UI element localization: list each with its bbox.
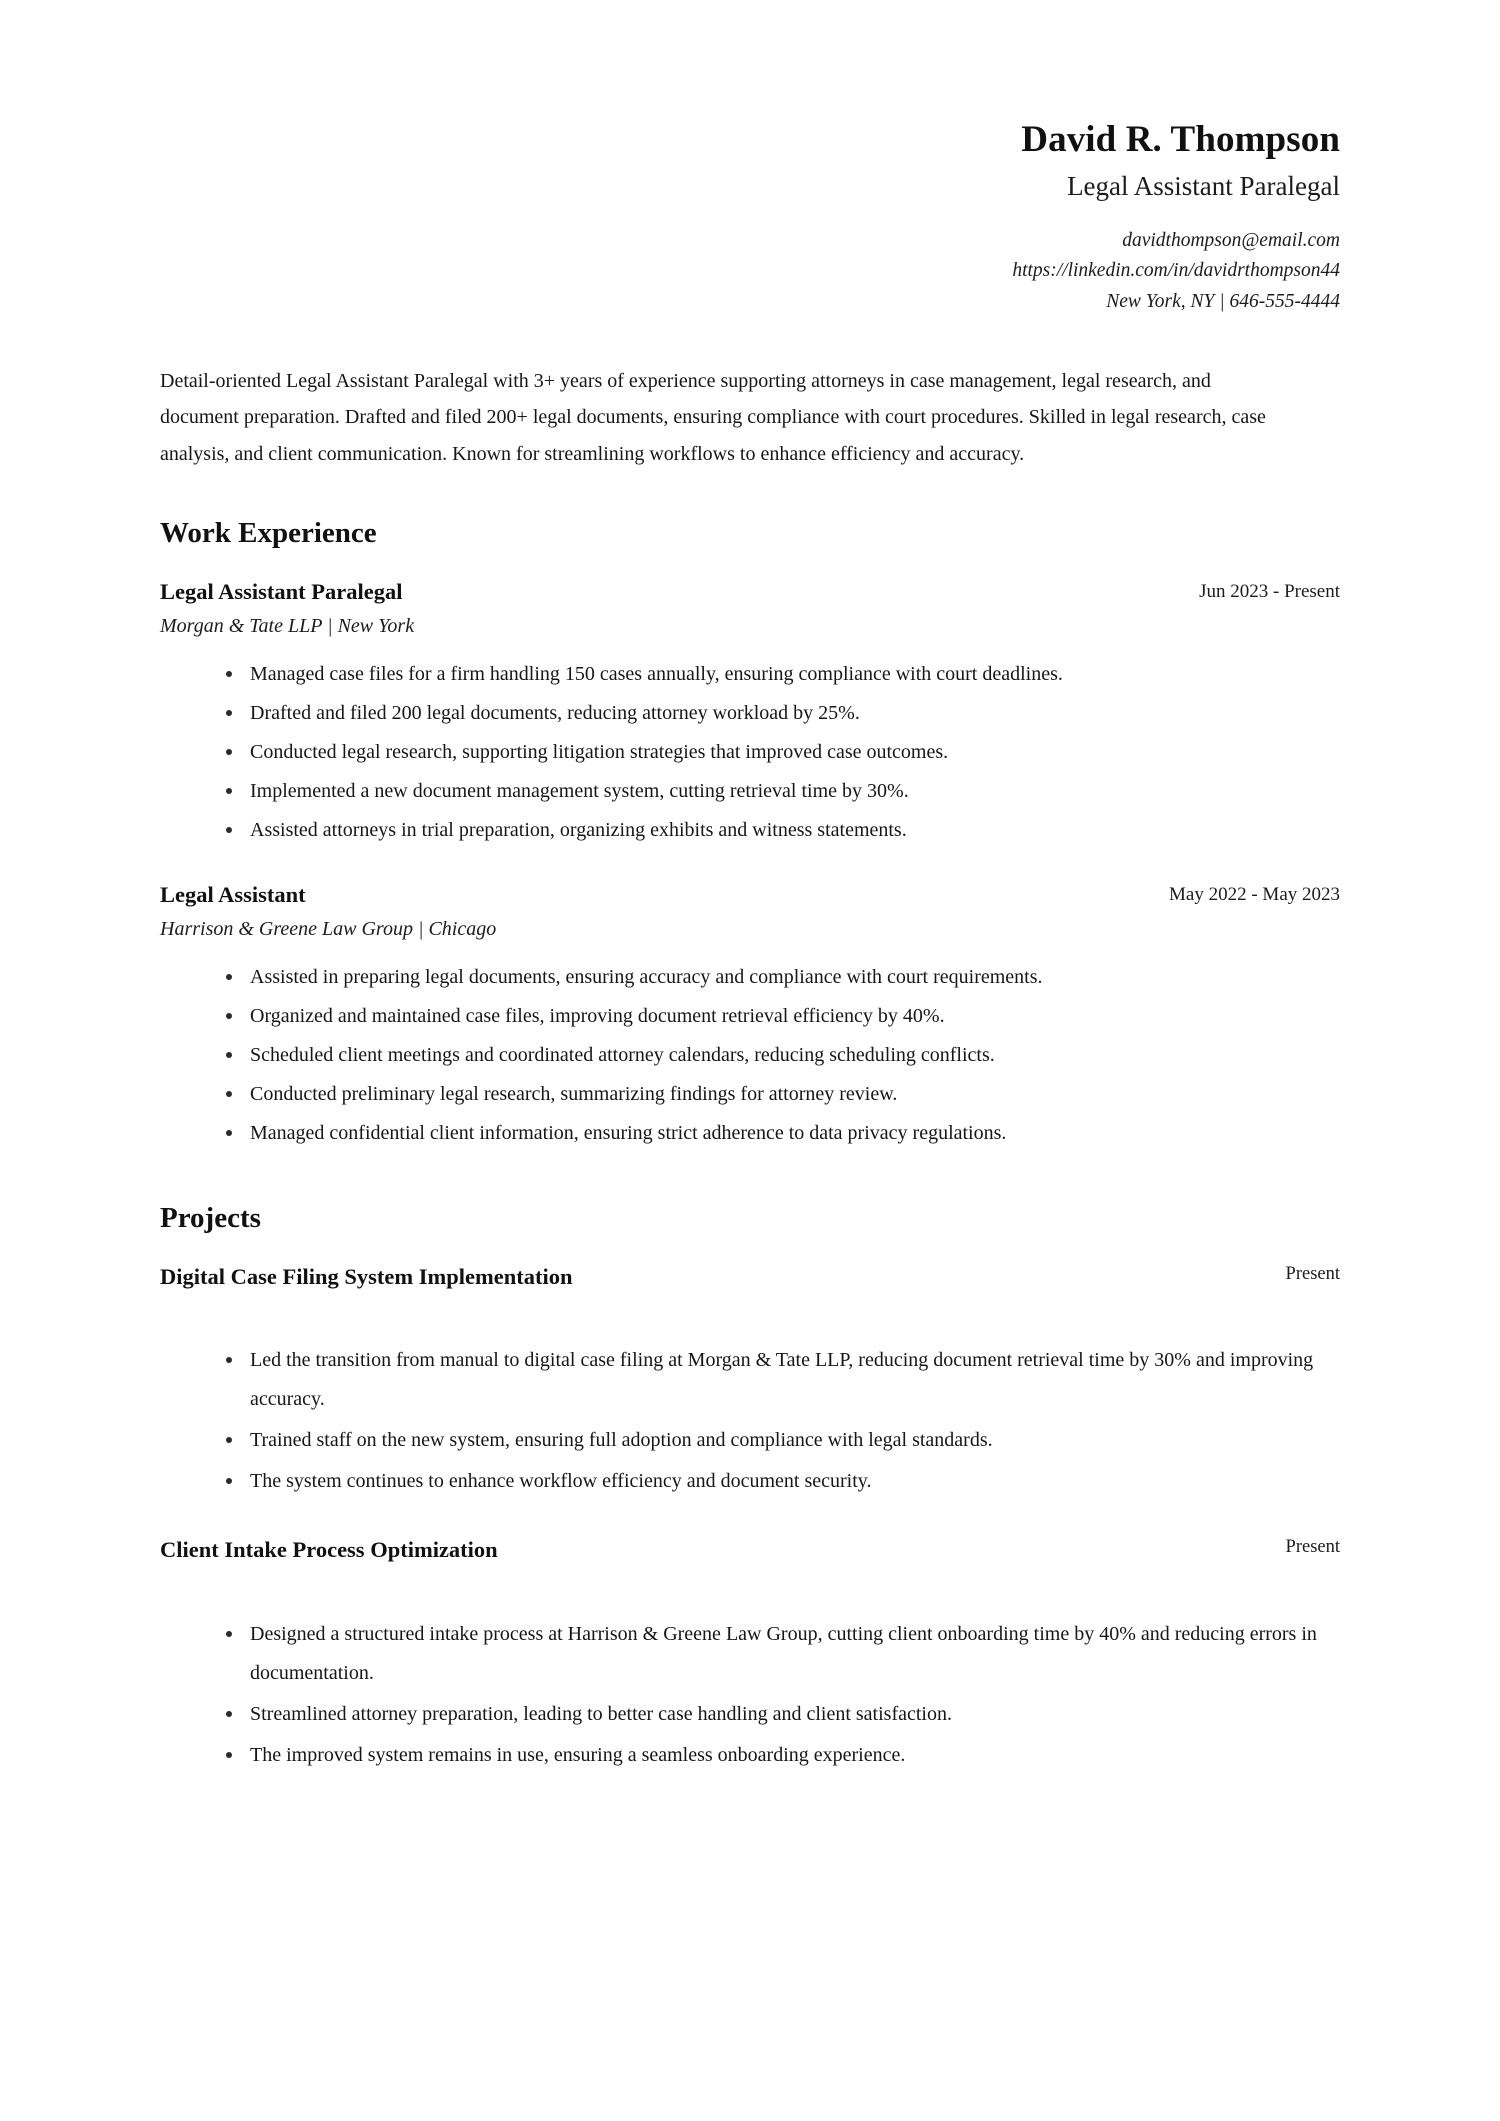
work-experience-heading: Work Experience — [160, 516, 377, 549]
project-entry — [160, 1535, 1340, 1774]
bullet-item: Organized and maintained case files, improving document retrieval efficiency by 40%. — [218, 1001, 1340, 1032]
project-date: Present — [1285, 1537, 1340, 1558]
candidate-name: David R. Thompson — [1021, 119, 1340, 160]
project-date: Present — [1285, 1264, 1340, 1285]
bullet-item: Drafted and filed 200 legal documents, reducing attorney workload by 25%. — [218, 698, 1340, 729]
project-entry-header — [160, 1262, 1340, 1291]
project-entry-header — [160, 1535, 1340, 1564]
project-entry — [160, 1262, 1340, 1501]
contact-linkedin[interactable]: https://linkedin.com/in/davidrthompson44 — [1012, 260, 1340, 282]
contact-info — [160, 226, 1340, 317]
work-experience-section — [160, 516, 1340, 1149]
experience-entry-header — [160, 880, 1340, 909]
resume-header — [160, 118, 1340, 317]
bullet-item: Designed a structured intake process at Harrison & Greene Law Group, cutting client onboarding time by 40% and reducing errors in documentation. — [218, 1615, 1340, 1693]
bullet-item: Assisted in preparing legal documents, ensuring accuracy and compliance with court requirements. — [218, 962, 1340, 993]
bullet-item: Scheduled client meetings and coordinated attorney calendars, reducing scheduling conflicts. — [218, 1040, 1340, 1071]
bullet-item: Conducted preliminary legal research, summarizing findings for attorney review. — [218, 1079, 1340, 1110]
project-bullet-list — [160, 1341, 1340, 1501]
experience-entry — [160, 577, 1340, 846]
project-title: Digital Case Filing System Implementation — [160, 1264, 573, 1290]
bullet-item: Managed case files for a firm handling 150 cases annually, ensuring compliance with court deadlines. — [218, 659, 1340, 690]
experience-bullet-list — [160, 962, 1340, 1149]
bullet-item: The system continues to enhance workflow efficiency and document security. — [218, 1462, 1340, 1501]
experience-role: Legal Assistant Paralegal — [160, 578, 403, 604]
candidate-job-title: Legal Assistant Paralegal — [1067, 170, 1340, 201]
experience-date: Jun 2023 - Present — [1199, 580, 1340, 602]
bullet-item: Led the transition from manual to digital case filing at Morgan & Tate LLP, reducing document retrieval time by 30% and improving accuracy. — [218, 1341, 1340, 1419]
professional-summary: Detail-oriented Legal Assistant Paralegal with 3+ years of experience supporting attorneys in case management, legal research, and document preparation. Drafted and filed 200+ legal documents, ensuring compliance with court procedures. Skilled in legal research, case analysis, and client communication. Known for streamlining workflows to enhance efficiency and accuracy. — [160, 369, 1266, 465]
experience-bullet-list — [160, 659, 1340, 846]
bullet-item: Streamlined attorney preparation, leading to better case handling and client satisfaction. — [218, 1695, 1340, 1734]
projects-section — [160, 1201, 1340, 1774]
bullet-item: Trained staff on the new system, ensuring full adoption and compliance with legal standards. — [218, 1421, 1340, 1460]
experience-role: Legal Assistant — [160, 882, 306, 908]
bullet-item: Managed confidential client information, ensuring strict adherence to data privacy regulations. — [218, 1118, 1340, 1149]
project-bullet-list — [160, 1615, 1340, 1775]
bullet-item: Assisted attorneys in trial preparation, organizing exhibits and witness statements. — [218, 815, 1340, 846]
bullet-item: Implemented a new document management system, cutting retrieval time by 30%. — [218, 776, 1340, 807]
experience-organization: Morgan & Tate LLP | New York — [160, 615, 415, 638]
bullet-item: Conducted legal research, supporting litigation strategies that improved case outcomes. — [218, 737, 1340, 768]
experience-date: May 2022 - May 2023 — [1169, 884, 1340, 906]
experience-entry-header — [160, 577, 1340, 606]
bullet-item: The improved system remains in use, ensuring a seamless onboarding experience. — [218, 1736, 1340, 1775]
experience-entry — [160, 880, 1340, 1149]
projects-heading: Projects — [160, 1202, 261, 1235]
contact-email[interactable]: davidthompson@email.com — [1122, 230, 1340, 252]
experience-organization: Harrison & Greene Law Group | Chicago — [160, 918, 497, 941]
project-title: Client Intake Process Optimization — [160, 1537, 498, 1563]
contact-location-phone: New York, NY | 646-555-4444 — [1106, 290, 1340, 312]
